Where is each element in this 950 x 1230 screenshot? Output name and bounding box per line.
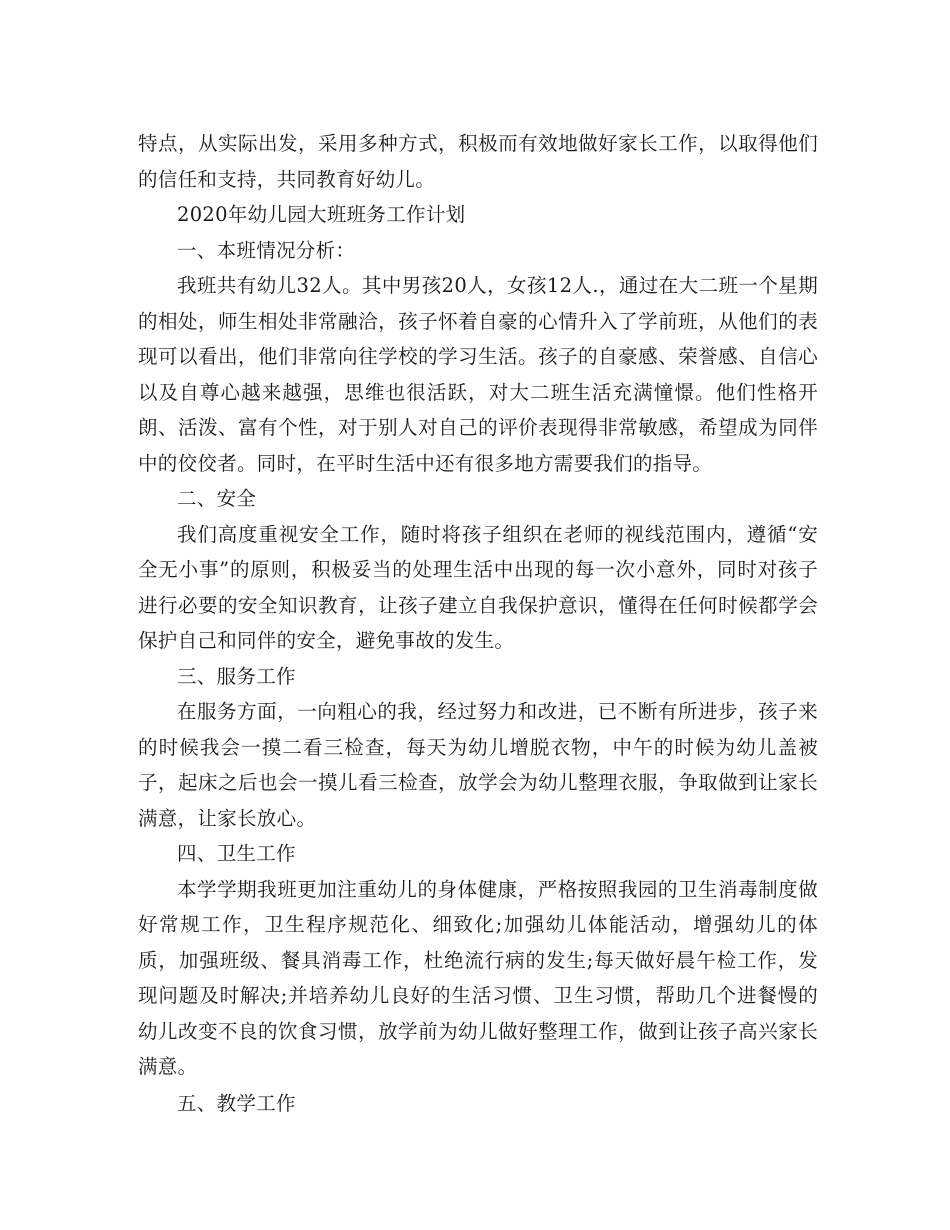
document-title: 2020年幼儿园大班班务工作计划 [177,203,466,226]
section-heading-hygiene: 四、卫生工作 [177,842,296,865]
section-body-hygiene: 本学学期我班更加注重幼儿的身体健康，严格按照我园的卫生消毒制度做好常规工作，卫生程序规范化、细致化;加强幼儿体能活动，增强幼儿的体质，加强班级、餐具消毒工作，杜绝流行病的发生;每天做好晨午检工作，发现问题及时解决;并培养幼儿良好的生活习惯、卫生习惯，帮助几个进餐慢的幼儿改变不良的饮食习惯，放学前为幼儿做好整理工作，做到让孩子高兴家长满意。 [138,877,818,1078]
section-heading-teaching: 五、教学工作 [177,1091,296,1115]
section-heading-situation: 一、本班情况分析： [177,238,356,262]
section-body-safety: 我们高度重视安全工作，随时将孩子组织在老师的视线范围内，遵循“安全无小事”的原则，积极妥当的处理生活中出现的每一次小意外，同时对孩子进行必要的安全知识教育，让孩子建立自我保护意识，懂得在任何时候都学会保护自己和同伴的安全，避免事故的发生。 [138,522,818,652]
section-body-situation: 我班共有幼儿32人。其中男孩20人，女孩12人.，通过在大二班一个星期的相处，师生相处非常融洽，孩子怀着自豪的心情升入了学前班，从他们的表现可以看出，他们非常向往学校的学习生活。孩子的自豪感、荣誉感、自信心以及自尊心越来越强，思维也很活跃，对大二班生活充满憧憬。他们性格开朗、活泼、富有个性，对于别人对自己的评价表现得非常敏感，希望成为同伴中的佼佼者。同时，在平时生活中还有很多地方需要我们的指导。 [138,274,818,475]
section-heading-service: 三、服务工作 [177,664,296,688]
section-heading-safety: 二、安全 [177,487,257,510]
intro-continuation-paragraph: 特点，从实际出发，采用多种方式，积极而有效地做好家长工作，以取得他们的信任和支持，共同教育好幼儿。 [138,132,818,191]
document-page [138,126,818,1121]
section-body-service: 在服务方面，一向粗心的我，经过努力和改进，已不断有所进步，孩子来的时候我会一摸二看三检查，每天为幼儿增脱衣物，中午的时候为幼儿盖被子，起床之后也会一摸儿看三检查，放学会为幼儿整理衣服，争取做到让家长满意，让家长放心。 [138,700,818,830]
